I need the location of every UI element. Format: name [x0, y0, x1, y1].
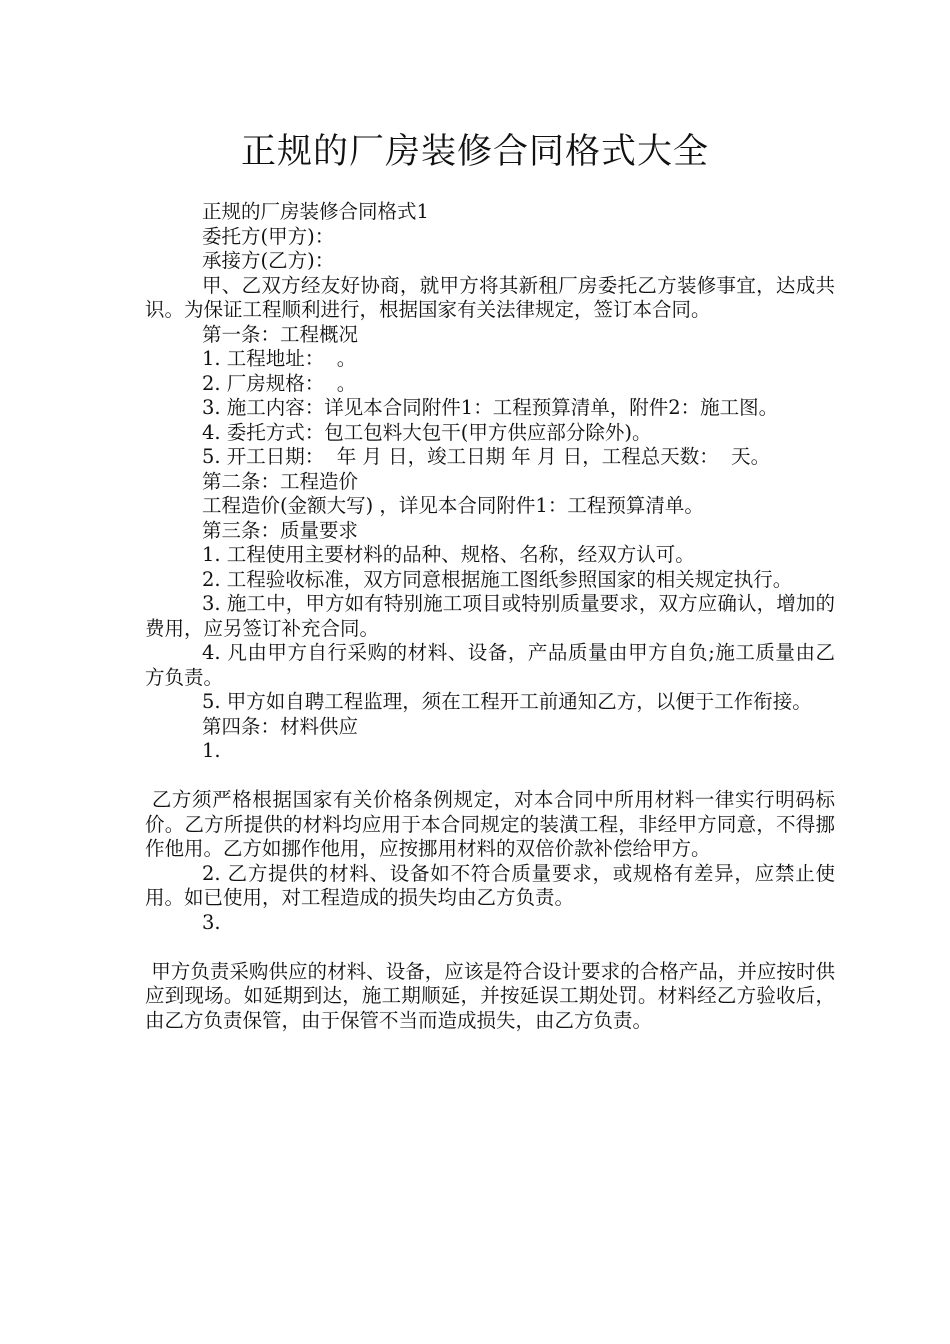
article-4-item-3-number: 3.: [202, 910, 221, 934]
article-3-item-1: 1. 工程使用主要材料的品种、规格、名称，经双方认可。: [202, 543, 695, 566]
party-a-line: 委托方(甲方)：: [202, 224, 335, 248]
article-1-item-1: 1. 工程地址： 。: [202, 347, 357, 370]
article-4-item-2: 2. 乙方提供的材料、设备如不符合质量要求，或规格有差异，应禁止使用。如已使用，对工程造成的损失均由乙方负责。: [145, 861, 835, 909]
article-3-heading: 第三条：质量要求: [202, 518, 359, 542]
article-1-item-5: 5. 开工日期： 年 月 日，竣工日期 年 月 日，工程总天数： 天。: [202, 445, 771, 468]
document-body: [145, 200, 835, 1033]
article-1-item-4: 4. 委托方式：包工包料大包干(甲方供应部分除外)。: [202, 420, 652, 444]
article-3-item-4: 4. 凡由甲方自行采购的材料、设备，产品质量由甲方自负;施工质量由乙方负责。: [145, 641, 835, 689]
article-4-item-3-text: 甲方负责采购供应的材料、设备，应该是符合设计要求的合格产品，并应按时供应到现场。如延期到达，施工期顺延，并按延误工期处罚。材料经乙方验收后，由乙方负责保管，由于保管不当而造成损失，由乙方负责。: [145, 959, 835, 1032]
article-4-heading: 第四条：材料供应: [202, 714, 359, 738]
article-4-item-1-number: 1.: [202, 739, 221, 762]
document-title: 正规的厂房装修合同格式大全: [240, 132, 709, 172]
article-1-item-3: 3. 施工内容：详见本合同附件1：工程预算清单，附件2：施工图。: [202, 396, 779, 419]
article-3-item-3: 3. 施工中，甲方如有特别施工项目或特别质量要求，双方应确认，增加的费用，应另签订补充合同。: [145, 592, 835, 640]
article-2-heading: 第二条：工程造价: [202, 469, 359, 493]
article-2-text: 工程造价(金额大写) ，详见本合同附件1：工程预算清单。: [202, 494, 704, 517]
article-1-item-2: 2. 厂房规格： 。: [202, 371, 357, 395]
article-3-item-2: 2. 工程验收标准，双方同意根据施工图纸参照国家的相关规定执行。: [202, 567, 793, 591]
party-b-line: 承接方(乙方)：: [202, 249, 335, 272]
preamble-paragraph: 甲、乙双方经友好协商，就甲方将其新租厂房委托乙方装修事宜，达成共识。为保证工程顺利进行，根据国家有关法律规定，签订本合同。: [145, 273, 835, 321]
article-1-heading: 第一条：工程概况: [202, 322, 359, 346]
article-4-item-1-text: 乙方须严格根据国家有关价格条例规定，对本合同中所用材料一律实行明码标价。乙方所提供的材料均应用于本合同规定的装潢工程，非经甲方同意，不得挪作他用。乙方如挪作他用，应按挪用材料的双倍价款补偿给甲方。: [145, 788, 835, 860]
contract-subtitle: 正规的厂房装修合同格式1: [202, 200, 429, 223]
article-3-item-5: 5. 甲方如自聘工程监理，须在工程开工前通知乙方，以便于工作衔接。: [202, 690, 812, 713]
